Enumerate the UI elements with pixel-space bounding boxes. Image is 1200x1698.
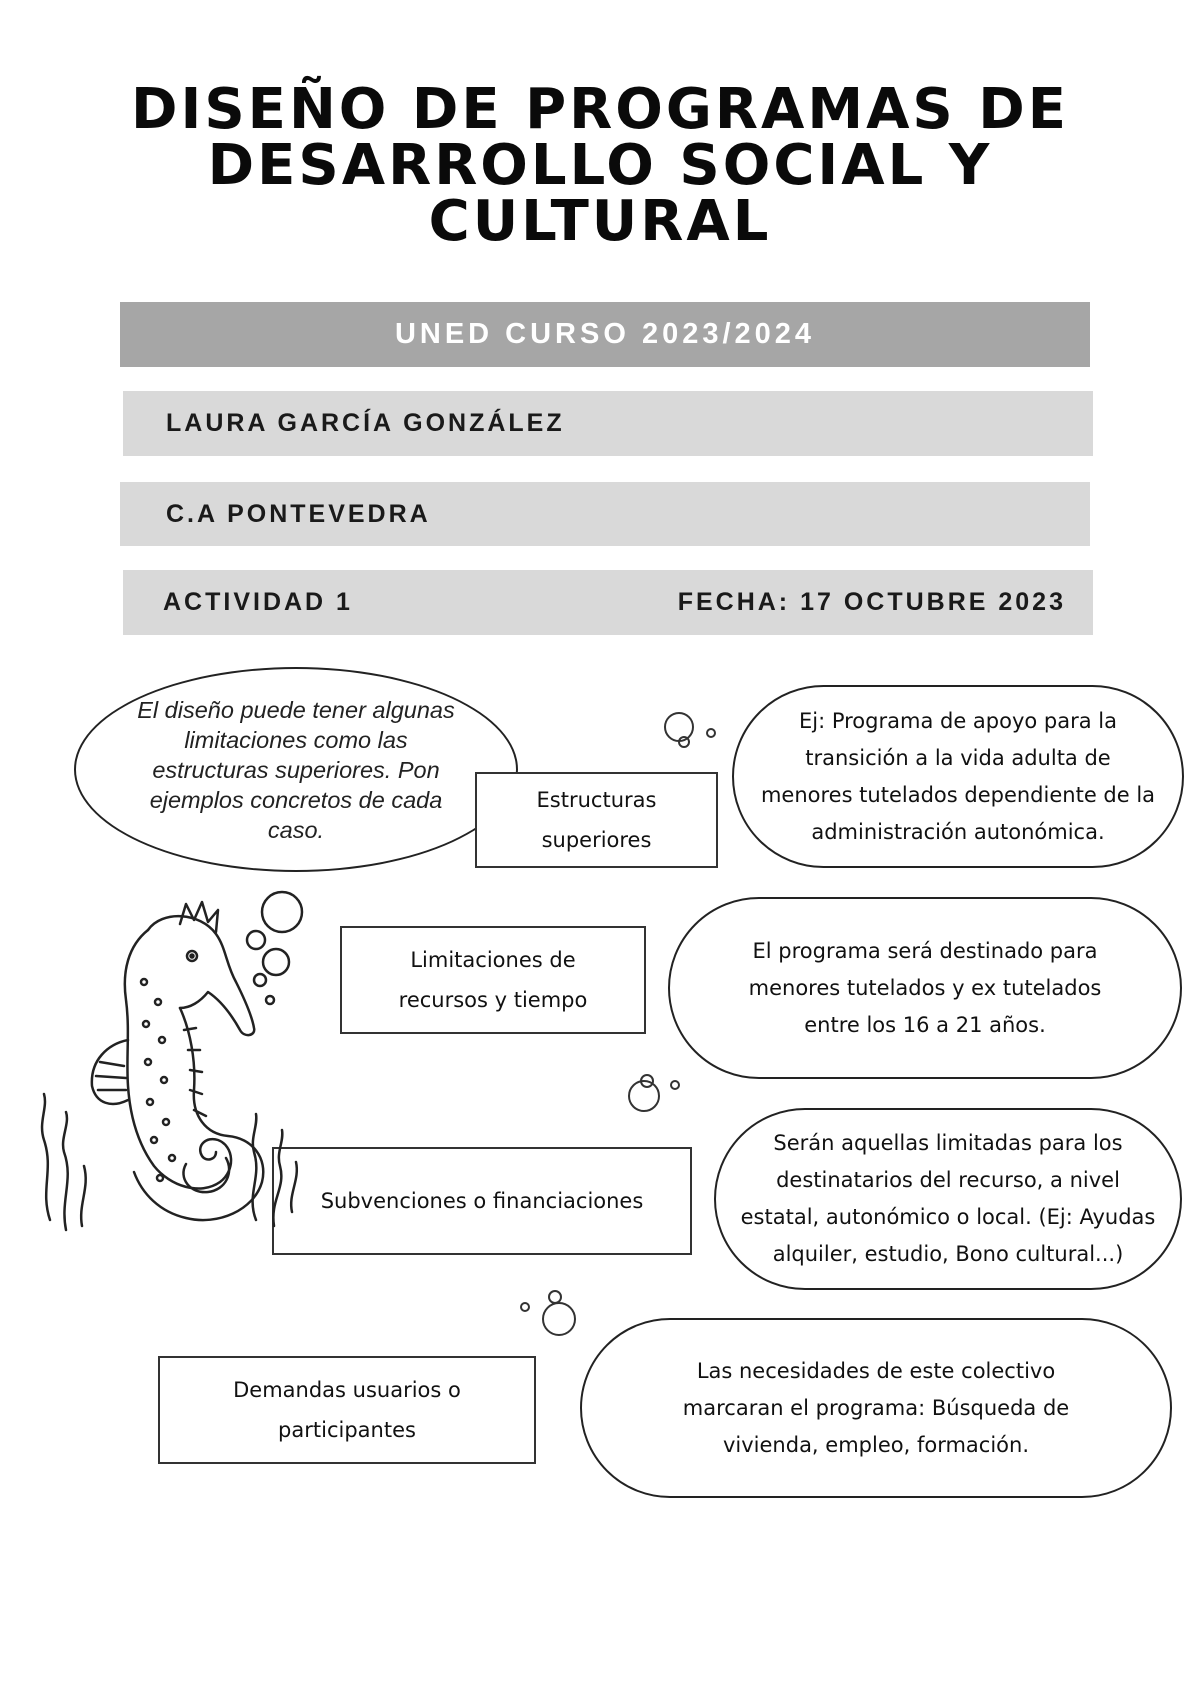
- label-box-demands: [158, 1356, 536, 1464]
- example-bubble-resources: [668, 897, 1182, 1079]
- course-label: UNED CURSO 2023/2024: [394, 318, 816, 350]
- title-line-3: CULTURAL: [428, 189, 772, 254]
- label-resources: Limitaciones de recursos y tiempo: [398, 948, 588, 1012]
- date-label: FECHA: 17 OCTUBRE 2023: [677, 588, 1066, 616]
- label-box-resources: [340, 926, 646, 1034]
- activity-band: [123, 570, 1093, 635]
- center-name: C.A PONTEVEDRA: [166, 499, 431, 528]
- intro-text: El diseño puede tener algunas limitaciones como las estructuras superiores. Pon ejemplos concretos de cada caso.: [137, 696, 455, 843]
- activity-label: ACTIVIDAD 1: [163, 588, 353, 616]
- label-demands: Demandas usuarios o participantes: [233, 1378, 461, 1442]
- intro-speech-oval: [74, 667, 518, 872]
- label-funding: Subvenciones o financiaciones: [320, 1189, 644, 1213]
- example-funding: Serán aquellas limitadas para los destinatarios del recurso, a nivel estatal, autonómico o local. (Ej: Ayudas alquiler, estudio, Bono cultural...): [740, 1131, 1156, 1266]
- document-title: [100, 77, 1100, 254]
- bubbles-icon: [626, 1074, 686, 1116]
- course-band: [120, 302, 1090, 367]
- student-name: LAURA GARCÍA GONZÁLEZ: [166, 409, 565, 437]
- example-bubble-funding: [714, 1108, 1182, 1290]
- example-structures: Ej: Programa de apoyo para la transición a la vida adulta de menores tutelados dependiente de la administración autonómica.: [760, 708, 1156, 844]
- example-bubble-demands: [580, 1318, 1172, 1498]
- label-box-funding: [272, 1147, 692, 1255]
- center-band: [120, 482, 1090, 546]
- seahorse-illustration: [30, 890, 320, 1260]
- bubbles-icon: [660, 712, 720, 757]
- example-bubble-structures: [732, 685, 1184, 868]
- example-demands: Las necesidades de este colectivo marcaran el programa: Búsqueda de vivienda, empleo, formación.: [682, 1358, 1070, 1457]
- label-box-structures: [475, 772, 718, 868]
- bubbles-icon: [520, 1290, 580, 1336]
- example-resources: El programa será destinado para menores tutelados y ex tutelados entre los 16 a 21 años.: [748, 938, 1102, 1037]
- title-line-2: DESARROLLO SOCIAL Y: [207, 133, 993, 198]
- student-band: [123, 391, 1093, 456]
- title-line-1: DISEÑO DE PROGRAMAS DE: [131, 77, 1069, 142]
- label-structures: Estructuras superiores: [536, 788, 657, 852]
